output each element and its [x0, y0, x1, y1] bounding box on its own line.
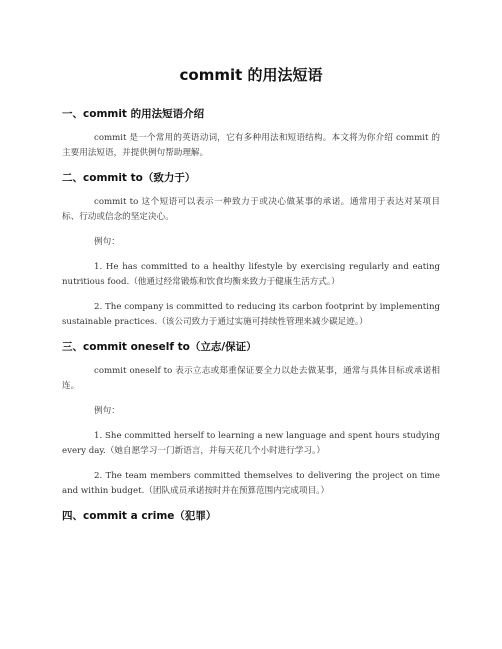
example-sentence: 1. She committed herself to learning a new language and spent hours studying every day.（她自愿学习一门新语言，并每天花几个小时进行学习。）: [62, 431, 440, 456]
page-title: commit 的用法短语: [179, 66, 323, 84]
section-3: [62, 340, 440, 499]
section-2: [62, 171, 440, 330]
paragraph: commit to 这个短语可以表示一种致力于或决心做某事的承诺。通常用于表达对某项目标、行动或信念的坚定决心。: [62, 197, 440, 222]
section-heading: 一、commit 的用法短语介绍: [62, 108, 205, 120]
section-heading: 四、commit a crime（犯罪）: [62, 510, 217, 522]
example-sentence: 2. The company is committed to reducing its carbon footprint by implementing sustainable practices.（该公司致力于通过实施可持续性管理来减少碳足迹。）: [62, 302, 440, 327]
section-4: [62, 509, 440, 523]
section-1: [62, 107, 440, 161]
example-label: 例句：: [94, 406, 120, 416]
paragraph: commit 是一个常用的英语动词，它有多种用法和短语结构。本文将为你介绍 commit 的主要用法短语，并提供例句帮助理解。: [62, 133, 440, 158]
section-heading: 二、commit to（致力于）: [62, 172, 196, 184]
example-label: 例句：: [94, 237, 120, 247]
section-heading: 三、commit oneself to（立志/保证）: [62, 341, 257, 353]
example-sentence: 1. He has committed to a healthy lifestyle by exercising regularly and eating nutritious food.（他通过经常锻炼和饮食均衡来致力于健康生活方式。）: [62, 262, 440, 287]
example-sentence: 2. The team members committed themselves to delivering the project on time and within budget.（团队成员承诺按时并在预算范围内完成项目。）: [62, 471, 440, 496]
paragraph: commit oneself to 表示立志或郑重保证要全力以赴去做某事，通常与具体目标或承诺相连。: [62, 366, 440, 391]
